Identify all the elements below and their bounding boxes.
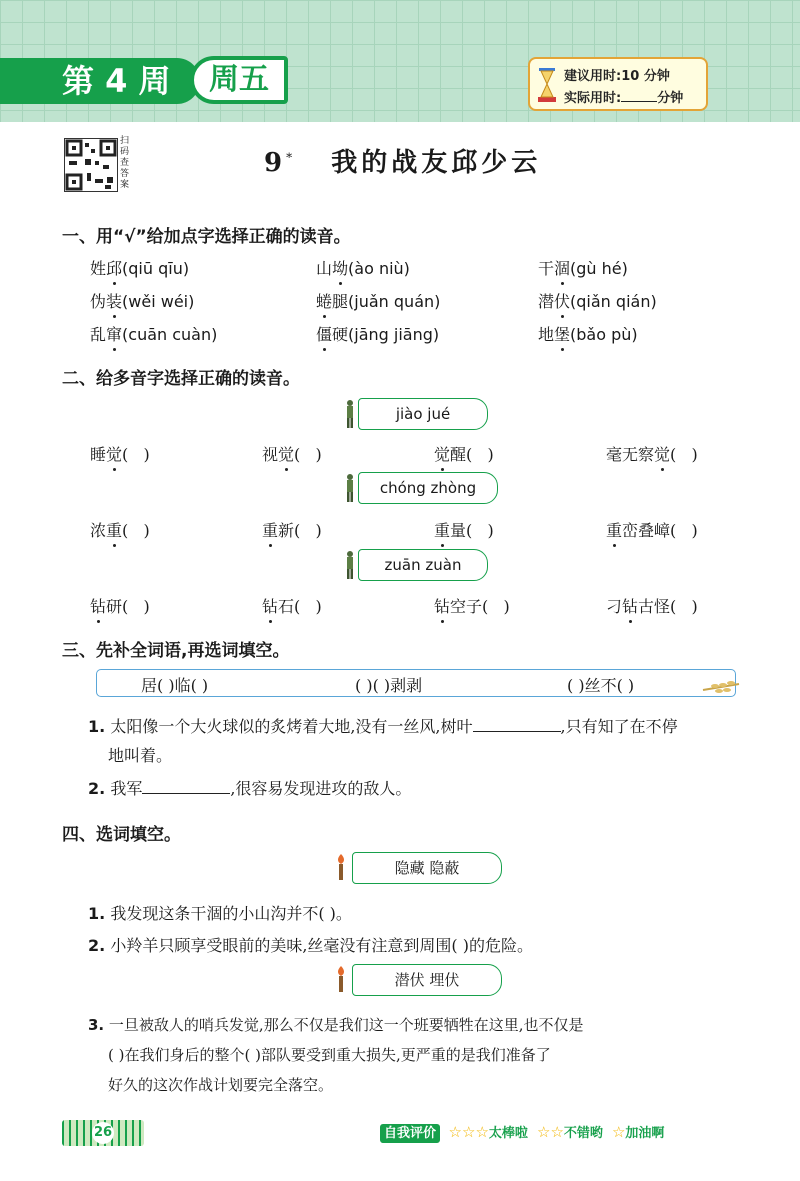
answer-paren[interactable]: ( ): [670, 445, 698, 464]
s4-question-3-line2: ( )在我们身后的整个( )部队要受到重大损失,更严重的是我们准备了: [108, 1046, 551, 1064]
eval-label: 自我评价: [380, 1124, 440, 1143]
page-number: 26: [92, 1122, 114, 1144]
word-fill-1[interactable]: 居( )临( ): [141, 676, 209, 695]
s4-question-1: 1. 我发现这条干涸的小山沟并不( )。: [88, 904, 352, 923]
polyphone-word: 浓重( ): [90, 518, 150, 541]
star-icon[interactable]: ☆: [448, 1123, 462, 1141]
hourglass-icon: [536, 67, 558, 103]
answer-paren[interactable]: ( ): [670, 597, 698, 616]
rating-great: 太棒啦: [488, 1126, 528, 1141]
footer: [0, 1110, 800, 1160]
polyphone-word: 钻空子( ): [434, 594, 510, 617]
readings-box: jiào jué: [358, 398, 488, 430]
polyphone-word: 钻研( ): [90, 594, 150, 617]
rating-good: 不错哟: [563, 1126, 603, 1141]
s3-question-1: 1. 太阳像一个大火球似的炙烤着大地,没有一丝风,树叶 ,只有知了在不停: [88, 717, 678, 736]
word-fill-2[interactable]: ( )( )剥剥: [355, 676, 423, 695]
week-label: 第 4 周: [0, 58, 200, 104]
star-icon[interactable]: ☆: [550, 1123, 564, 1141]
answer-paren[interactable]: ( ): [466, 521, 494, 540]
section2-heading: 二、给多音字选择正确的读音。: [62, 369, 300, 389]
word-bar: [96, 669, 736, 697]
answer-paren[interactable]: ( ): [122, 597, 150, 616]
polyphone-word: 重量( ): [434, 518, 494, 541]
polyphone-word: 重新( ): [262, 518, 322, 541]
readings-box: chóng zhòng: [358, 472, 498, 504]
word-fill-3[interactable]: ( )丝不( ): [567, 676, 635, 695]
page-title: 9* 我的战友邱少云: [264, 148, 542, 178]
star-icon[interactable]: ☆: [611, 1123, 626, 1141]
answer-paren[interactable]: ( ): [466, 445, 494, 464]
star-icon[interactable]: ☆: [536, 1123, 551, 1141]
self-evaluation: [380, 1122, 664, 1141]
s4-question-2: 2. 小羚羊只顾享受眼前的美味,丝毫没有注意到周围( )的危险。: [88, 936, 533, 955]
readings-box: zuān zuàn: [358, 549, 488, 581]
answer-paren[interactable]: ( ): [122, 445, 150, 464]
s3-question-1-cont: 地叫着。: [108, 746, 173, 765]
section4-heading: 四、选词填空。: [62, 825, 181, 845]
s4-question-3: 3. 一旦被敌人的哨兵发觉,那么不仅是我们这一个班要牺牲在这里,也不仅是: [88, 1016, 584, 1034]
qr-label: 扫码查答案: [120, 136, 130, 190]
polyphone-word: 觉醒( ): [434, 442, 494, 465]
suggested-time: 建议用时:10 分钟: [564, 69, 670, 84]
pinyin-item[interactable]: 山坳(ào niù): [316, 256, 410, 279]
section1-heading: 一、用“√”给加点字选择正确的读音。: [62, 227, 351, 247]
polyphone-word: 睡觉( ): [90, 442, 150, 465]
wheat-icon: [701, 678, 741, 694]
s3-q2-blank[interactable]: [142, 779, 230, 794]
star-icon[interactable]: ☆: [462, 1123, 476, 1141]
answer-paren[interactable]: ( ): [482, 597, 510, 616]
page-number-bar: [62, 1120, 144, 1146]
pinyin-item[interactable]: 伪装(wěi wéi): [90, 289, 194, 312]
star-icon[interactable]: ☆: [475, 1123, 489, 1141]
polyphone-word: 钻石( ): [262, 594, 322, 617]
answer-paren[interactable]: ( ): [294, 445, 322, 464]
answer-paren[interactable]: ( ): [122, 521, 150, 540]
pinyin-item[interactable]: 干涸(gù hé): [538, 256, 628, 279]
time-box: [528, 57, 708, 111]
torch-icon-2: [334, 964, 348, 994]
rating-keep-going: 加油啊: [625, 1126, 665, 1141]
pinyin-item[interactable]: 姓邱(qiū qīu): [90, 256, 189, 279]
pinyin-item[interactable]: 僵硬(jāng jiāng): [316, 322, 439, 345]
polyphone-word: 刁钻古怪( ): [606, 594, 698, 617]
answer-paren[interactable]: ( ): [670, 521, 698, 540]
pinyin-item[interactable]: 潜伏(qiǎn qián): [538, 289, 657, 312]
torch-icon: [334, 852, 348, 882]
section3-heading: 三、先补全词语,再选词填空。: [62, 641, 290, 661]
actual-time-blank[interactable]: [621, 89, 657, 102]
actual-time: 实际用时: 分钟: [564, 91, 684, 106]
polyphone-word: 重峦叠嶂( ): [606, 518, 698, 541]
polyphone-word: 毫无察觉( ): [606, 442, 698, 465]
pinyin-item[interactable]: 地堡(bǎo pù): [538, 322, 638, 345]
polyphone-word: 视觉( ): [262, 442, 322, 465]
answer-paren[interactable]: ( ): [294, 521, 322, 540]
word-box-1: 隐藏 隐蔽: [352, 852, 502, 884]
day-label: 周五: [190, 56, 288, 104]
soldier-icon: [344, 550, 356, 580]
s3-q1-blank[interactable]: [473, 717, 561, 732]
soldier-icon: [344, 399, 356, 429]
soldier-icon: [344, 473, 356, 503]
pinyin-item[interactable]: 蜷腿(juǎn quán): [316, 289, 440, 312]
s3-question-2: 2. 我军 ,很容易发现进攻的敌人。: [88, 779, 412, 798]
pinyin-item[interactable]: 乱窜(cuān cuàn): [90, 322, 217, 345]
answer-paren[interactable]: ( ): [294, 597, 322, 616]
word-box-2: 潜伏 埋伏: [352, 964, 502, 996]
s4-question-3-line3: 好久的这次作战计划要完全落空。: [108, 1076, 334, 1094]
qr-code-icon[interactable]: [64, 138, 118, 192]
